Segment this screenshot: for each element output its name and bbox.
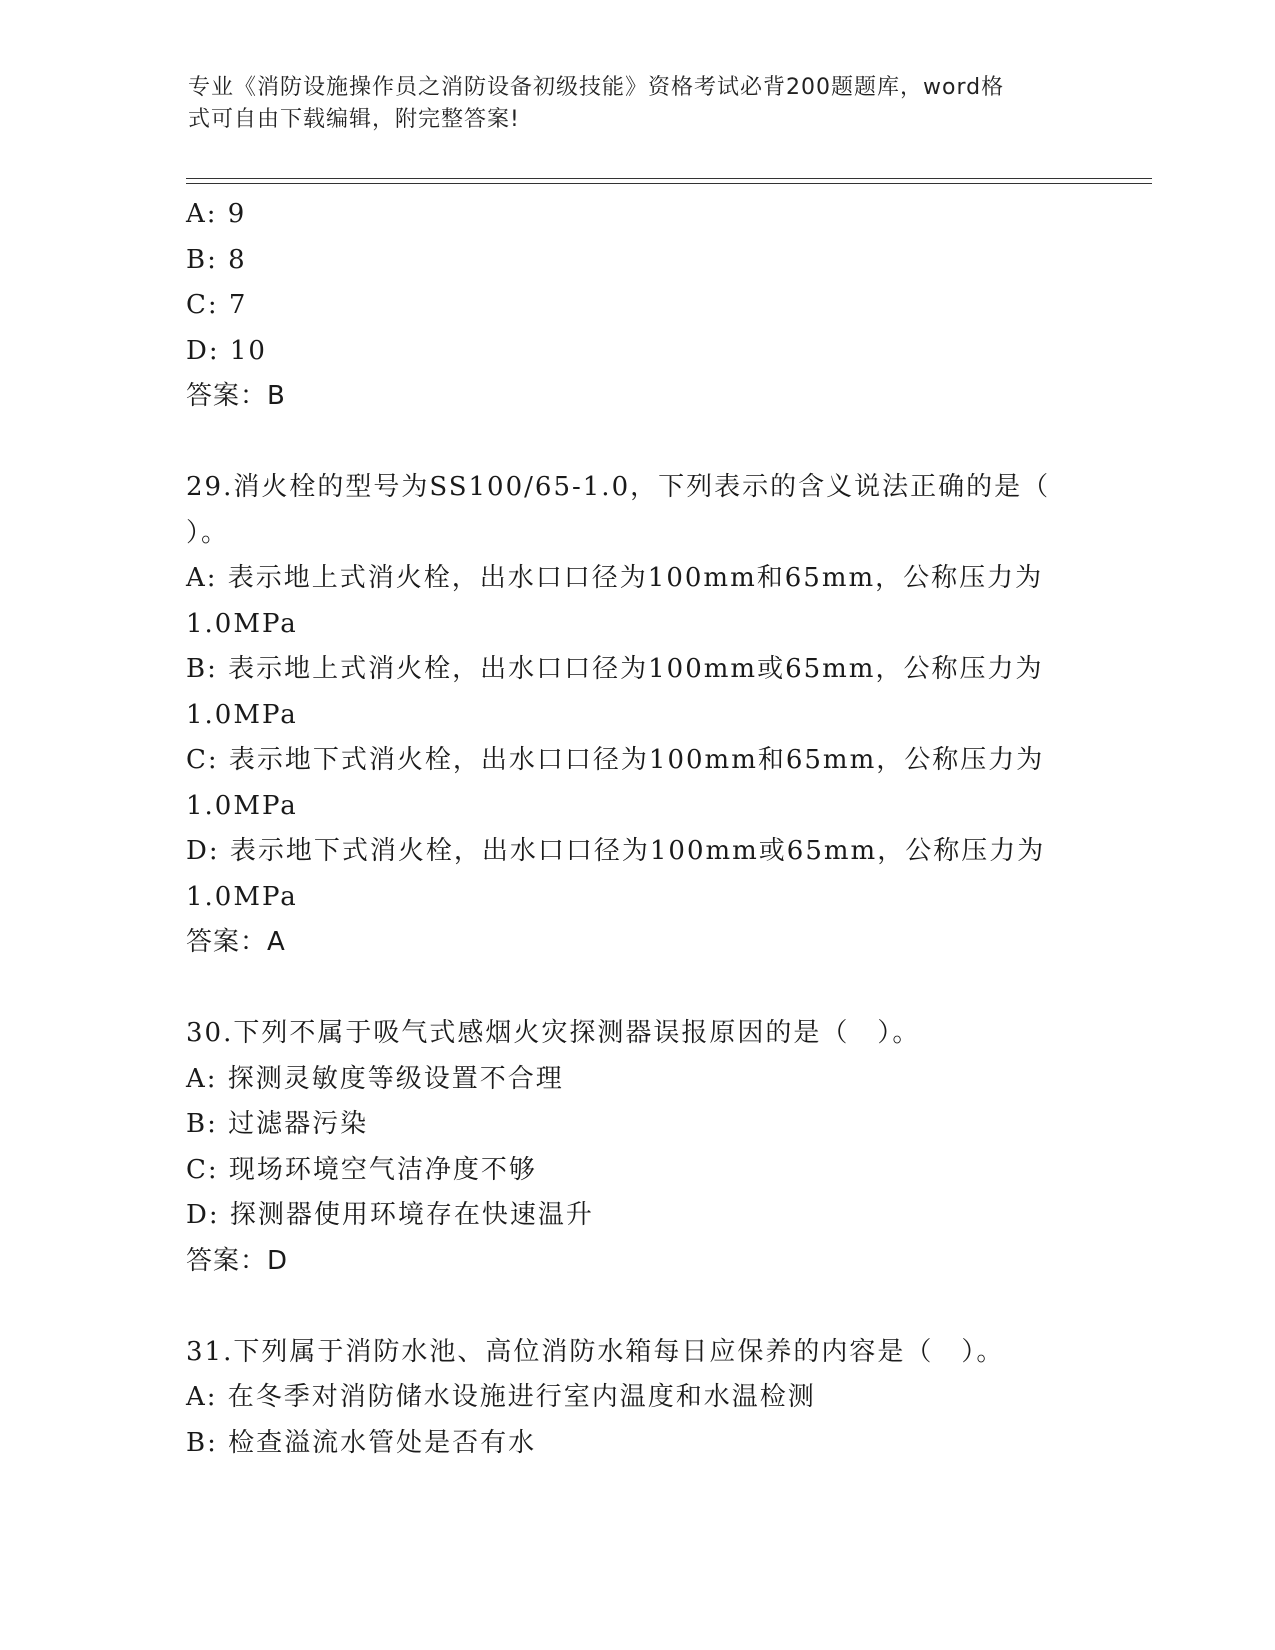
option-c: C: 7 (186, 290, 248, 320)
option-b: B: 表示地上式消火栓，出水口口径为100mm或65mm，公称压力为 (186, 654, 1044, 684)
question-stem-continued: ）。 (186, 517, 230, 548)
header-divider (186, 178, 1152, 184)
question-stem: 30.下列不属于吸气式感烟火灾探测器误报原因的是（ ）。 (186, 1018, 921, 1048)
option-b: B: 过滤器污染 (186, 1109, 369, 1139)
option-b-continued: 1.0MPa (186, 699, 298, 730)
option-a: A: 探测灵敏度等级设置不合理 (186, 1063, 564, 1094)
option-a: A: 表示地上式消火栓，出水口口径为100mm和65mm，公称压力为 (186, 563, 1044, 593)
option-b: B: 8 (186, 244, 247, 275)
option-c-continued: 1.0MPa (186, 790, 298, 821)
option-b: B: 检查溢流水管处是否有水 (186, 1427, 537, 1458)
spacer (186, 420, 1086, 466)
option-a-continued: 1.0MPa (186, 608, 298, 639)
answer: 答案：A (186, 927, 286, 957)
option-d: D: 10 (186, 335, 267, 366)
question-30 (186, 1011, 1086, 1284)
header-line-1: 专业《消防设施操作员之消防设备初级技能》资格考试必背200题题库，word格 (188, 75, 1005, 100)
option-d: D: 表示地下式消火栓，出水口口径为100mm或65mm，公称压力为 (186, 836, 1046, 866)
option-d: D: 探测器使用环境存在快速温升 (186, 1200, 594, 1230)
question-stem: 29.消火栓的型号为SS100/65-1.0，下列表示的含义说法正确的是（ (186, 472, 1051, 502)
option-c: C: 表示地下式消火栓，出水口口径为100mm和65mm，公称压力为 (186, 745, 1045, 775)
spacer (186, 966, 1086, 1012)
question-28 (186, 192, 1086, 420)
question-29 (186, 465, 1086, 966)
header-line-2: 式可自由下载编辑，附完整答案! (188, 107, 520, 132)
answer: 答案：B (186, 381, 286, 411)
option-d-continued: 1.0MPa (186, 881, 298, 912)
option-a: A: 在冬季对消防储水设施进行室内温度和水温检测 (186, 1382, 816, 1412)
option-c: C: 现场环境空气洁净度不够 (186, 1154, 537, 1185)
question-list (186, 192, 1086, 1466)
question-stem: 31.下列属于消防水池、高位消防水箱每日应保养的内容是（ ）。 (186, 1336, 1005, 1367)
question-31 (186, 1330, 1086, 1467)
document-header (188, 72, 1068, 136)
answer: 答案：D (186, 1245, 289, 1276)
option-a: A: 9 (186, 199, 247, 229)
spacer (186, 1284, 1086, 1330)
